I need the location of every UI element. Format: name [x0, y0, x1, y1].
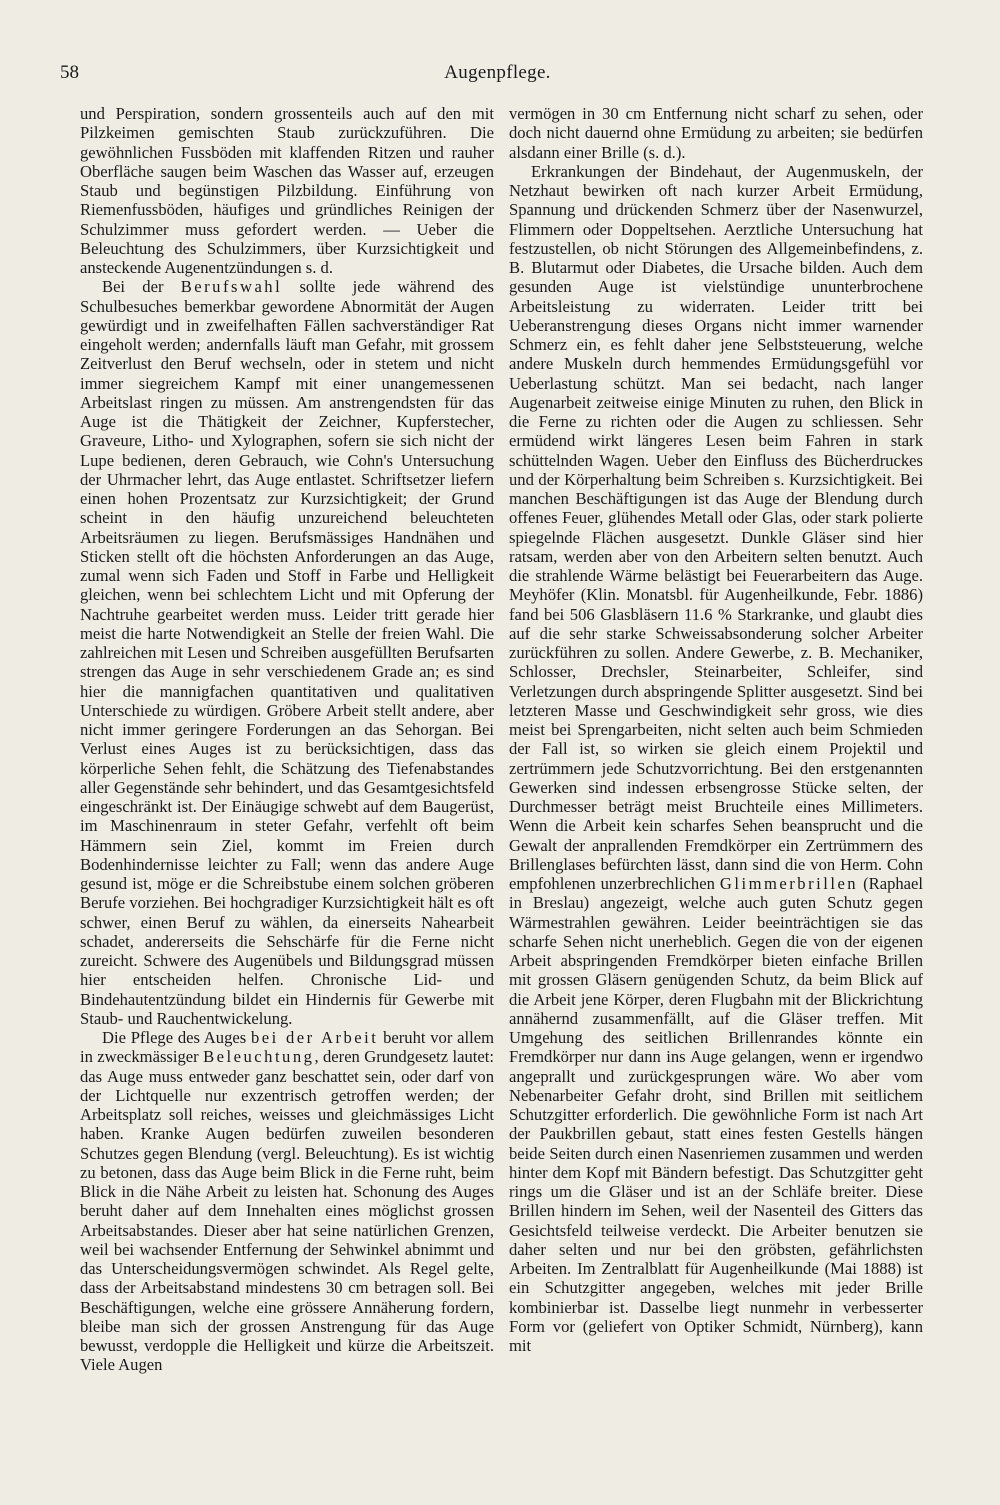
paragraph-text: und Perspiration, sondern grossenteils auch auf den mit Pilzkeimen gemischten Staub zurückzuführen. Die gewöhnlichen Fussböden mit klaffenden Ritzen und rauher Oberfläche saugen beim Waschen das Wasser auf, erzeugen Staub und begünstigen Pilzbildung. Einführung von Riemenfussböden, häufiges und gründliches Reinigen der Schulzimmer muss gefordert werden. — Ueber die Beleuchtung des Schulzimmers, über Kurzsichtigkeit und ansteckende Augenentzündungen s. d.	[80, 104, 494, 277]
paragraph-text: Erkrankungen der Bindehaut, der Augenmuskeln, der Netzhaut bewirken oft nach kurzer Arbeit Ermüdung, Spannung und drückenden Schmerz über der Nasenwurzel, Flimmern oder Doppeltsehen. Aerztliche Untersuchung hat festzustellen, ob nicht Störungen des Allgemeinbefindens, z. B. Blutarmut oder Diabetes, die Ursache bilden. Auch dem gesunden Auge ist vielstündige ununterbrochene Arbeitsleistung zu widerraten. Leider tritt bei Ueberanstrengung dieses Organs nicht immer warnender Schmerz ein, es fehlt daher jene Selbststeuerung, welche andere Muskeln durch hemmendes Ermüdungsgefühl vor Ueberlastung schützt. Man sei bedacht, nach langer Augenarbeit zeitweise einige Minuten zu ruhen, den Blick in die Ferne zu richten oder die Augen zu schliessen. Sehr ermüdend wirkt längeres Lesen beim Fahren in stark schüttelnden Wagen. Ueber den Einfluss des Bücherdruckes und der Körperhaltung beim Schreiben s. Kurzsichtigkeit. Bei manchen Beschäftigungen ist das Auge der Blendung durch offenes Feuer, glühendes Metall oder Glas, oder stark polierte spiegelnde Flächen ausgesetzt. Dunkle Gläser sind hier ratsam, werden aber von den Arbeitern selten benutzt. Auch die strahlende Wärme belästigt bei Feuerarbeitern das Auge. Meyhöfer (Klin. Monatsbl. für Augenheilkunde, Febr. 1886) fand bei 506 Glasbläsern 11.6 % Starkranke, und glaubt dies auf die sehr starke Schweissabsonderung solcher Arbeiter zurückführen zu sollen. Andere Gewerbe, z. B. Mechaniker, Schlosser, Drechsler, Steinarbeiter, Schleifer, sind Verletzungen durch abspringende Splitter ausgesetzt. Sind bei letzteren Masse und Geschwindigkeit sehr gross, wie dies meist bei Sprengarbeiten, nicht selten auch beim Schmieden der Fall ist, so wirken sie gleich einem Projektil und zertrümmern jede Schutzvorrichtung. Bei den erstgenannten Gewerken sind indessen erbsengrosse Stücke selten, der Durchmesser beträgt meist Bruchteile eines Millimeters. Wenn die Arbeit kein scharfes Sehen beansprucht und die Gewalt der anprallenden Fremdkörper ein Zertrümmern des Brillenglases befürchten lässt, dann sind die von Herm. Cohn empfohlenen unzerbrechlichen	[509, 161, 923, 893]
page-header	[60, 62, 935, 92]
paragraph-text: sollte jede während des Schulbesuches bemerkbar gewordene Abnormität der Augen gewürdigt und in zweifelhaften Fällen sachverständiger Rat eingeholt werden; andernfalls läuft man Gefahr, mit grossem Zeitverlust den Beruf wechseln, oder in stetem und nicht immer siegreichem Kampf mit einer unangemessenen Arbeitslast ringen zu müssen. Am anstrengendsten für das Auge ist die Thätigkeit der Zeichner, Kupferstecher, Graveure, Litho- und Xylographen, sofern sie sich nicht der Lupe bedienen, deren Gebrauch, wie Cohn's Untersuchung der Uhrmacher lehrt, das Auge entlastet. Schriftsetzer liefern einen hohen Prozentsatz zur Kurzsichtigkeit; der Grund scheint in den häufig unzureichend beleuchteten Arbeitsräumen zu liegen. Berufsmässiges Handnähen und Sticken stellt oft die höchsten Anforderungen an das Auge, zumal wenn sich Faden und Stoff in Farbe und Helligkeit gleichen, wenn bei schlechtem Licht und mit Opferung der Nachtruhe gearbeitet werden muss. Leider tritt gerade hier meist die harte Notwendigkeit an Stelle der freien Wahl. Die zahlreichen mit Lesen und Schreiben ausgefüllten Berufsarten strengen das Auge in sehr verschiedenem Grade an; es sind hier die mannigfachen quantitativen und qualitativen Unterschiede zu würdigen. Gröbere Arbeit stellt andere, aber nicht immer geringere Forderungen an das Sehorgan. Bei Verlust eines Auges ist zu berücksichtigen, dass das körperliche Sehen fehlt, die Schätzung des Tiefenabstandes aller Gegenstände sehr behindert, und das Gesamtgesichtsfeld eingeschränkt ist. Der Einäugige schwebt auf dem Baugerüst, im Maschinenraum in steter Gefahr, verfehlt oft beim Hämmern sein Ziel, kommt im Freien durch Bodenhindernisse leichter zu Fall; wenn das andere Auge gesund ist, möge er die Schreibstube einem solchen gröberen Berufe vorziehen. Bei hochgradiger Kurzsichtigkeit hält es oft schwer, einen Beruf zu wählen, da einerseits Nahearbeit schadet, andererseits die Sehschärfe für die Ferne nicht zureicht. Schwere des Augenübels und Bildungsgrad müssen hier entscheiden helfen. Chronische Lid- und Bindehautentzündung bildet ein Hindernis für Gewerbe mit Staub- und Rauchentwickelung.	[80, 277, 495, 1028]
paragraph-text: vermögen in 30 cm Entfernung nicht scharf zu sehen, oder doch nicht dauernd ohne Ermüdung zu arbeiten; sie bedürfen alsdann einer Brille (s. d.).	[509, 104, 923, 162]
running-head: Augenpflege.	[444, 62, 551, 83]
paragraph-text: , deren Grundgesetz lautet: das Auge muss entweder ganz beschattet sein, oder darf von der Lichtquelle nur exzentrisch getroffen werden; der Arbeitsplatz soll reiches, weisses und gleichmässiges Licht haben. Kranke Augen bedürfen zuweilen besonderen Schutzes gegen Blendung (vergl. Beleuchtung). Es ist wichtig zu betonen, dass das Auge beim Blick in die Ferne ruht, beim Blick in die Nähe Arbeit zu leisten hat. Schonung des Auges beruht daher auf dem Innehalten eines möglichst grossen Arbeitsabstandes. Dieser aber hat seine natürlichen Grenzen, weil bei wachsender Entfernung der Sehwinkel abnimmt und das Unterscheidungsvermögen schwindet. Als Regel gelte, dass der Arbeitsabstand mindestens 30 cm betragen soll. Bei Beschäftigungen, welche eine grössere Annäherung fordern, bleibe man sich der grossen Anstrengung für das Auge bewusst, verdopple die Helligkeit und kürze die Arbeitszeit. Viele Augen	[80, 1047, 494, 1375]
paragraph	[80, 1028, 494, 1375]
paragraph-text: beruht vor allem in zweckmässiger	[80, 1028, 494, 1067]
paragraph	[509, 162, 923, 1356]
paragraph-text: Die Pflege des Auges	[102, 1028, 251, 1047]
left-column	[80, 104, 494, 1375]
paragraph	[509, 104, 923, 162]
paragraph	[80, 277, 494, 1028]
paragraph-text: (Raphael in Breslau) angezeigt, welche auch guten Schutz gegen Wärmestrahlen gewähren. Leider beeinträchtigen sie das scharfe Sehen nicht unerheblich. Gegen die von der eigenen Arbeit abspringenden Fremdkörper bieten einfache Brillen mit grossen Gläsern genügenden Schutz, da beim Blick auf die Arbeit jene Körper, deren Flugbahn mit der Blickrichtung annähernd zusammenfällt, auf die Gläser treffen. Mit Umgehung des seitlichen Brillenrandes könnte ein Fremdkörper nur dann ins Auge gelangen, wenn er irgendwo angeprallt und zurückgesprungen wäre. Wo aber vom Nebenarbeiter Gefahr droht, sind Brillen mit seitlichem Schutzgitter erforderlich. Die gewöhnliche Form ist nach Art der Paukbrillen gebaut, statt eines festen Gestells hängen beide Seiten durch einen Nasenriemen zusammen und werden hinter dem Kopf mit Bändern befestigt. Das Schutzgitter geht rings um die Gläser und ist an der Schläfe breiter. Diese Brillen hindern im Sehen, weil der Nasenteil des Gitters das Gesichtsfeld teilweise verdeckt. Die Arbeiter benutzen sie daher selten und nur bei den gröbsten, gefährlichsten Arbeiten. Im Zentralblatt für Augenheilkunde (Mai 1888) ist ein Schutzgitter angegeben, welches mit jeder Brille kombinierbar ist. Dasselbe liegt nunmehr in verbesserter Form vor (geliefert von Optiker Schmidt, Nürnberg), kann mit	[509, 874, 923, 1355]
right-column	[509, 104, 923, 1355]
paragraph-text: Bei der	[102, 277, 181, 297]
spaced-term: bei der Arbeit	[250, 1028, 379, 1047]
spaced-term: Berufswahl	[180, 277, 283, 297]
spaced-term: Beleuchtung	[203, 1047, 315, 1067]
spaced-term: Glimmerbrillen	[719, 874, 859, 893]
paragraph	[80, 104, 494, 277]
page-number: 58	[60, 62, 79, 83]
